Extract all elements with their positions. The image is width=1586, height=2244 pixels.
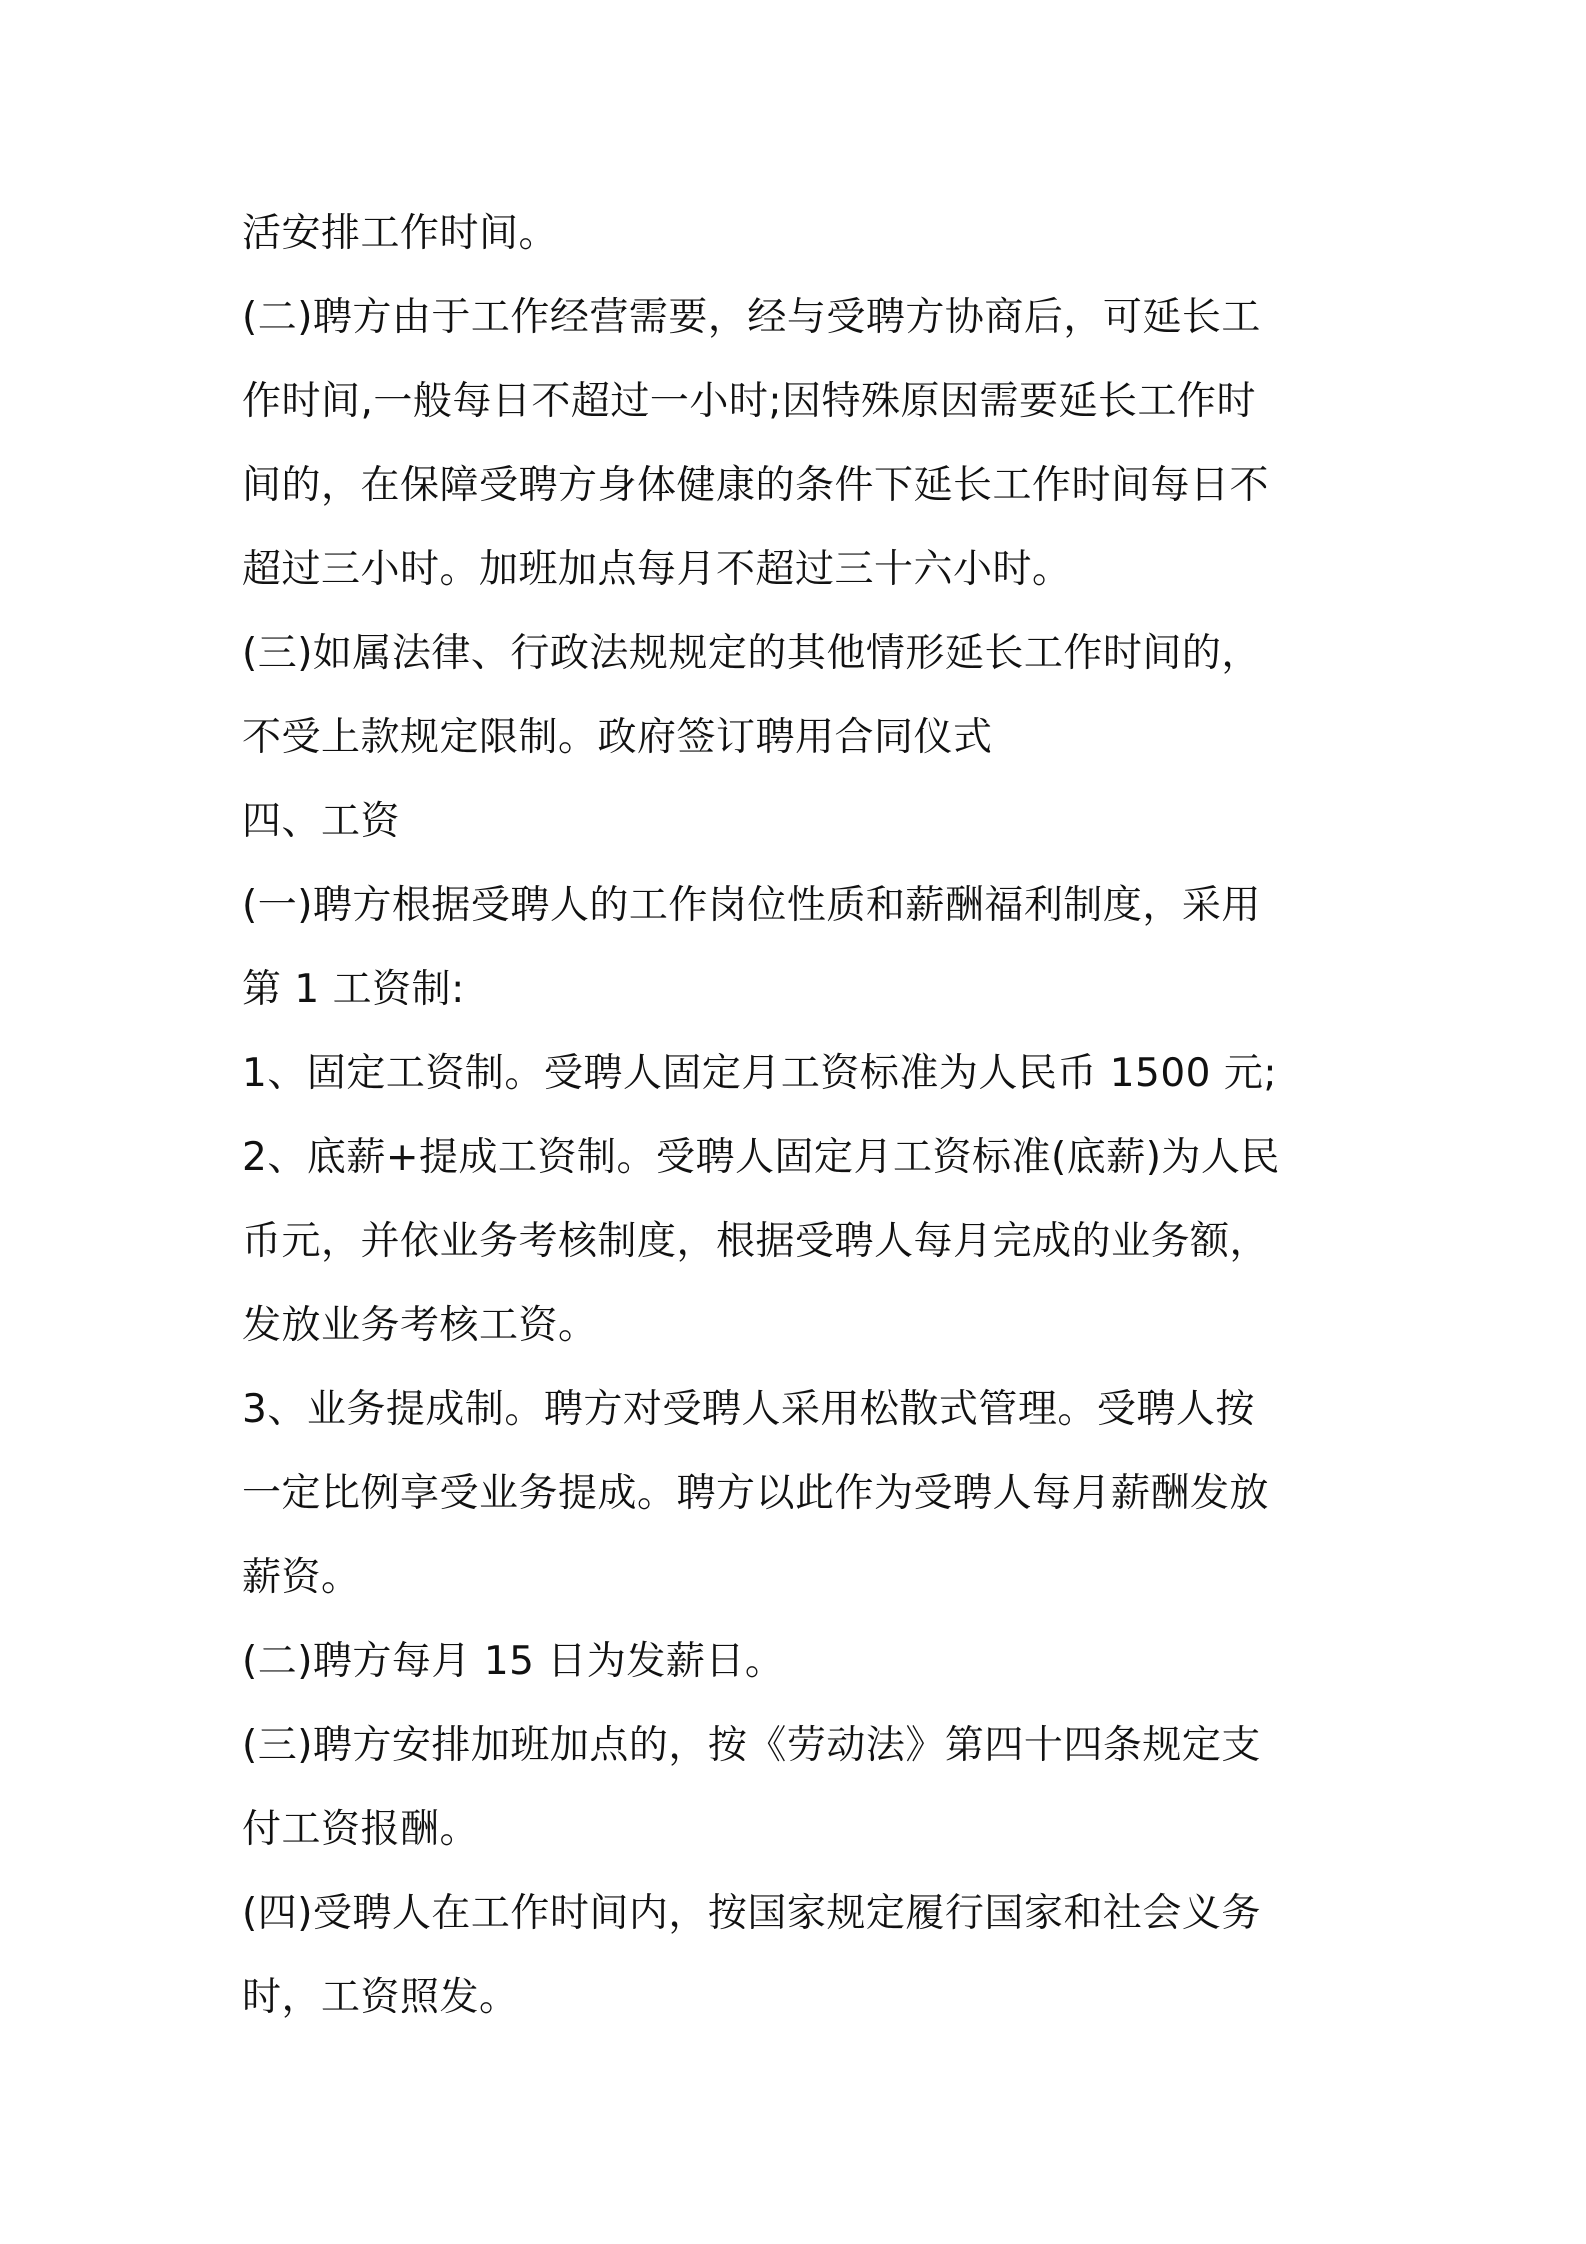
text-line: 薪资。 xyxy=(242,1555,361,1600)
text-line: 1、固定工资制。受聘人固定月工资标准为人民币 1500 元; xyxy=(242,1051,1277,1096)
text-line: (二)聘方每月 15 日为发薪日。 xyxy=(242,1639,785,1684)
text-line: 时，工资照发。 xyxy=(242,1975,519,2020)
text-line: (一)聘方根据受聘人的工作岗位性质和薪酬福利制度，采用 xyxy=(242,883,1261,928)
text-line: (三)如属法律、行政法规规定的其他情形延长工作时间的， xyxy=(242,631,1261,676)
text-line: 付工资报酬。 xyxy=(242,1807,480,1852)
text-line: (四)受聘人在工作时间内，按国家规定履行国家和社会义务 xyxy=(242,1891,1261,1936)
text-line: 超过三小时。加班加点每月不超过三十六小时。 xyxy=(242,547,1072,592)
text-line: 币元，并依业务考核制度，根据受聘人每月完成的业务额， xyxy=(242,1219,1270,1264)
text-line: 3、业务提成制。聘方对受聘人采用松散式管理。受聘人按 xyxy=(242,1387,1255,1432)
text-line: 一定比例享受业务提成。聘方以此作为受聘人每月薪酬发放 xyxy=(242,1471,1270,1516)
text-line: 间的，在保障受聘方身体健康的条件下延长工作时间每日不 xyxy=(242,463,1270,508)
text-line: 发放业务考核工资。 xyxy=(242,1303,598,1348)
text-line: (二)聘方由于工作经营需要，经与受聘方协商后，可延长工 xyxy=(242,295,1261,340)
text-line: 不受上款规定限制。政府签订聘用合同仪式 xyxy=(242,715,993,760)
section-heading: 四、工资 xyxy=(242,799,401,844)
text-line: 活安排工作时间。 xyxy=(242,211,559,256)
text-line: 作时间,一般每日不超过一小时;因特殊原因需要延长工作时 xyxy=(242,379,1257,424)
document-body xyxy=(242,192,1367,2040)
text-line: 第 1 工资制: xyxy=(242,967,465,1012)
text-line: (三)聘方安排加班加点的，按《劳动法》第四十四条规定支 xyxy=(242,1723,1261,1768)
text-line: 2、底薪+提成工资制。受聘人固定月工资标准(底薪)为人民 xyxy=(242,1135,1280,1180)
